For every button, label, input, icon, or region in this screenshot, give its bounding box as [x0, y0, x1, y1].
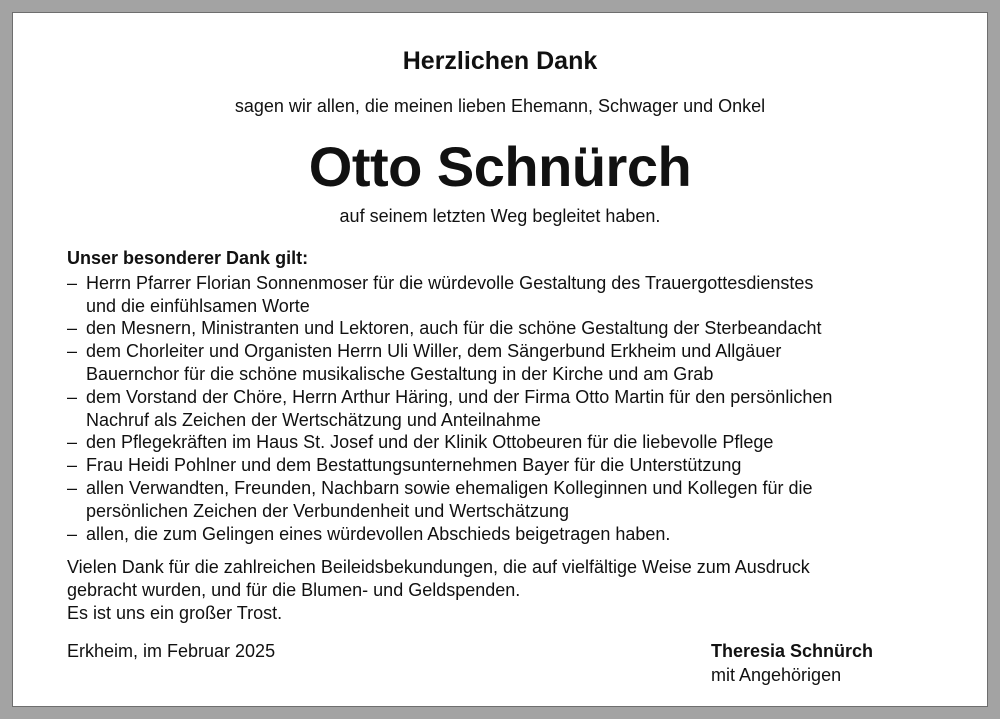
thanks-item [67, 386, 947, 432]
thanks-item-line: Nachruf als Zeichen der Wertschätzung und Anteilnahme [86, 409, 541, 430]
place-date: Erkheim, im Februar 2025 [67, 641, 276, 661]
closing-paragraph [67, 556, 947, 624]
thanks-section [67, 247, 947, 545]
thanks-item-line: und die einfühlsamen Worte [86, 295, 310, 316]
thanks-item-line: allen Verwandten, Freunden, Nachbarn sowie ehemaligen Kolleginnen und Kollegen für die [86, 477, 813, 498]
signature-name: Theresia Schnürch [711, 641, 874, 661]
thanks-item-line: Herrn Pfarrer Florian Sonnenmoser für die würdevolle Gestaltung des Trauergottesdienstes [86, 272, 814, 293]
bullet-dash: – [67, 272, 78, 293]
outro-text: auf seinem letzten Weg begleitet haben. [339, 206, 661, 226]
thanks-item [67, 523, 947, 546]
bullet-dash: – [67, 432, 78, 453]
closing-line: Es ist uns ein großer Trost. [67, 602, 283, 623]
thanks-item-line: dem Chorleiter und Organisten Herrn Uli Willer, dem Sängerbund Erkheim und Allgäuer [86, 341, 782, 362]
bullet-dash: – [67, 318, 78, 339]
deceased-name: Otto Schnürch [308, 135, 692, 198]
thanks-item [67, 477, 947, 523]
bullet-dash: – [67, 523, 78, 544]
thanks-item [67, 454, 947, 477]
bullet-dash: – [67, 477, 78, 498]
thanks-title: Unser besonderer Dank gilt: [67, 248, 309, 268]
thanks-item-line: persönlichen Zeichen der Verbundenheit und Wertschätzung [86, 500, 569, 521]
thanks-item-line: allen, die zum Gelingen eines würdevollen Abschieds beigetragen haben. [86, 523, 671, 544]
thanks-item-line: Bauernchor für die schöne musikalische Gestaltung in der Kirche und am Grab [86, 363, 714, 384]
bullet-dash: – [67, 341, 78, 362]
bullet-dash: – [67, 455, 78, 476]
thanks-item [67, 272, 947, 318]
thanks-item-line: dem Vorstand der Chöre, Herrn Arthur Häring, und der Firma Otto Martin für den persönlichen [86, 386, 833, 407]
heading: Herzlichen Dank [402, 47, 598, 75]
closing-line: gebracht wurden, und für die Blumen- und Geldspenden. [67, 579, 521, 600]
thanks-item [67, 431, 947, 454]
closing-line: Vielen Dank für die zahlreichen Beileidsbekundungen, die auf vielfältige Weise zum Ausdruck [67, 557, 810, 577]
signature-block [711, 639, 873, 687]
thanks-item [67, 317, 947, 340]
thanks-item [67, 340, 947, 386]
thanks-item-line: den Mesnern, Ministranten und Lektoren, auch für die schöne Gestaltung der Sterbeandacht [86, 318, 822, 339]
bullet-dash: – [67, 386, 78, 407]
thanks-item-line: Frau Heidi Pohlner und dem Bestattungsunternehmen Bayer für die Unterstützung [86, 455, 742, 476]
thanks-item-line: den Pflegekräften im Haus St. Josef und der Klinik Ottobeuren für die liebevolle Pflege [86, 432, 774, 453]
intro-text: sagen wir allen, die meinen lieben Ehemann, Schwager und Onkel [234, 96, 766, 116]
signature-subtitle: mit Angehörigen [711, 665, 842, 685]
thanks-list [67, 272, 947, 546]
